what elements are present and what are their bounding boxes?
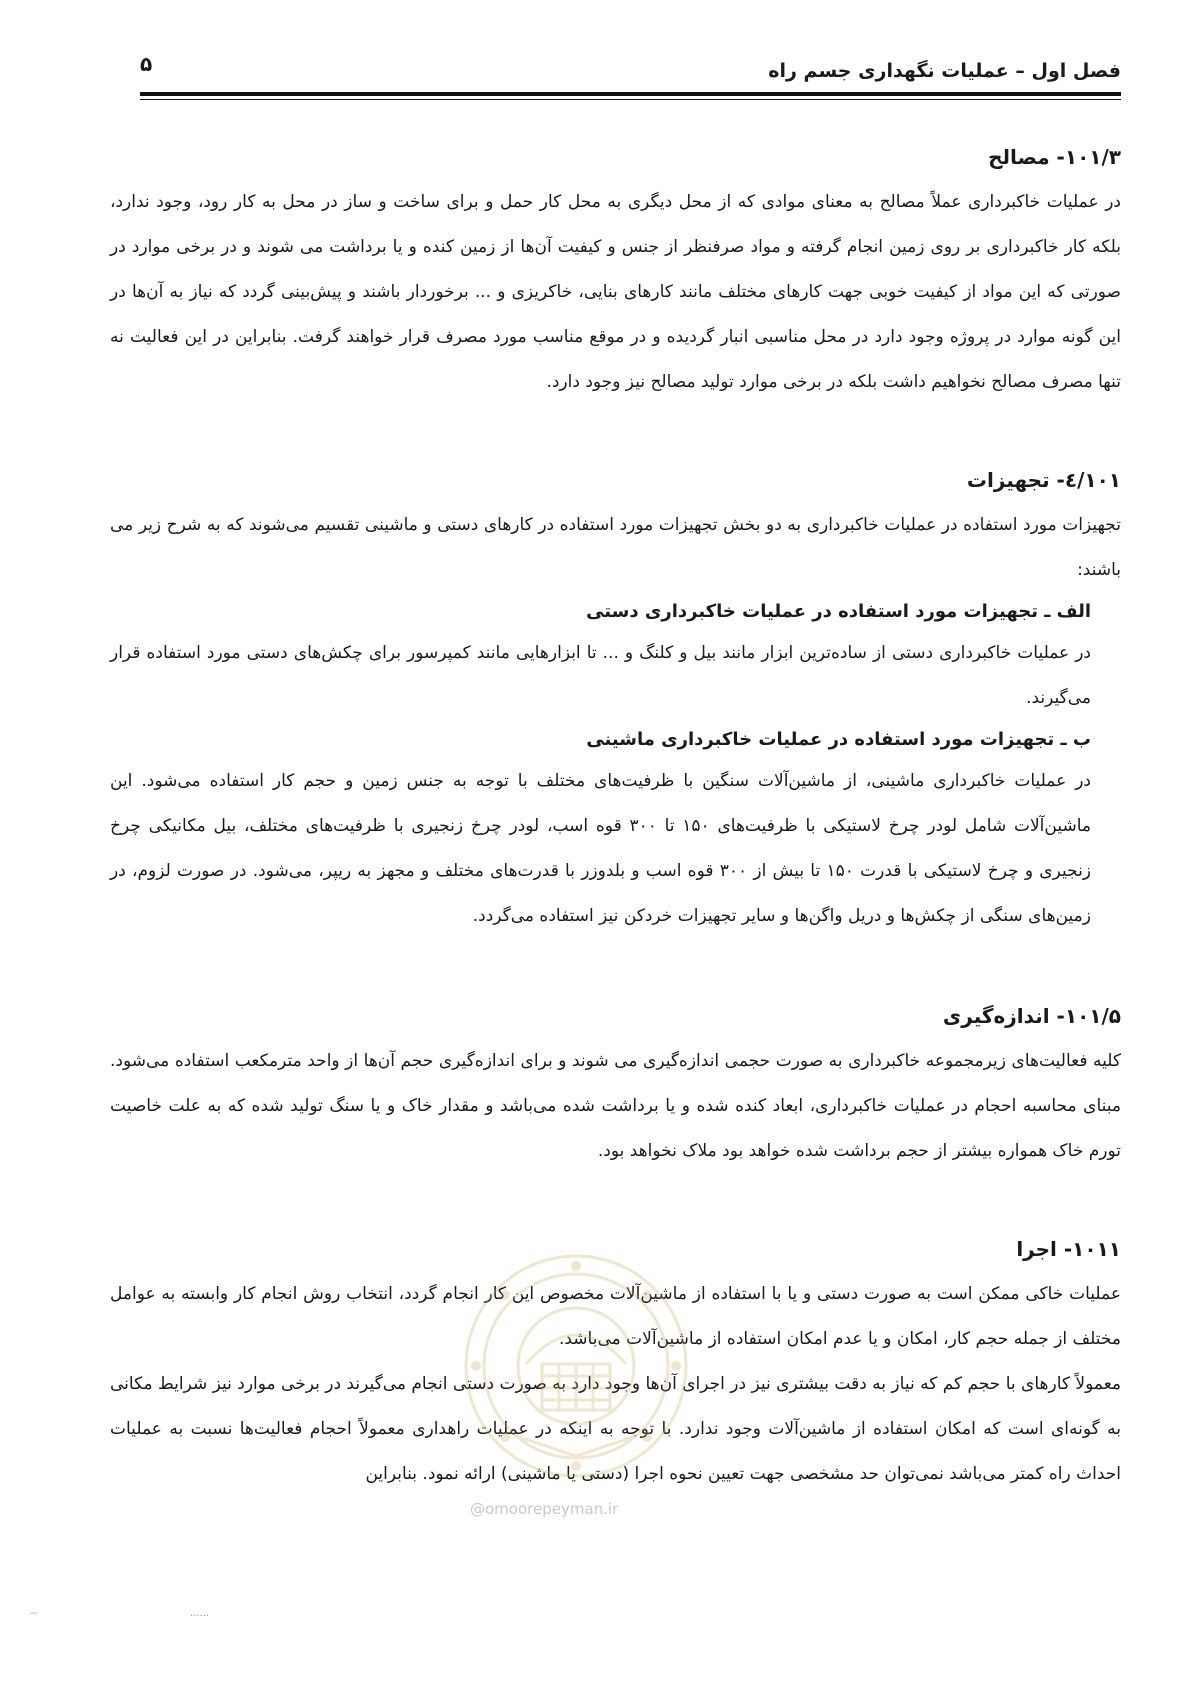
scan-artifact: -- <box>30 1608 38 1619</box>
watermark-seal-icon <box>456 1246 696 1486</box>
page-number: ۵ <box>140 52 153 76</box>
section-heading: ۱۰۱/٤- تجهیزات <box>966 468 1121 492</box>
watermark-url: @omoorepeyman.ir <box>470 1500 619 1518</box>
subsection-paragraph-machine: در عملیات خاکبرداری ماشینی، از ماشین‌آلات سنگین با ظرفیت‌های مختلف با توجه به جنس زمین و حجم کار استفاده می‌شود. این ماشین‌آلات شامل لودر چرخ لاستیکی با ظرفیت‌های ۱۵۰ تا ۳۰۰ قوه اسب، لودر چرخ زنجیری با ظرفیت‌های مختلف، بیل مکانیکی چرخ زنجیری و چرخ لاستیکی با قدرت ۱۵۰ تا بیش از ۳۰۰ قوه اسب و بلدوزر با قدرت‌های مختلف و مجهز به ریپر، می‌شود. در صورت لزوم، در زمین‌های سنگی از چکش‌ها و دریل واگن‌ها و سایر تجهیزات خردکن نیز استفاده می‌گردد. <box>110 771 1092 926</box>
header-rule-thick <box>140 92 1121 96</box>
subsection-heading-machine: ب ـ تجهیزات مورد استفاده در عملیات خاکبرداری ماشینی <box>586 729 1091 750</box>
header-rule-thin <box>140 99 1121 100</box>
subsection-heading-manual: الف ـ تجهیزات مورد استفاده در عملیات خاکبرداری دستی <box>586 601 1091 622</box>
section-paragraph-2: معمولاً کارهای با حجم کم که نیاز به دقت بیشتری نیز در اجرای آن‌ها وجود دارد به صورت دستی انجام می‌گیرند در برخی موارد نیز شرایط مکانی به گونه‌ای است که امکان استفاده از ماشین‌آلات وجود ندارد. با توجه به اینکه در عملیات راهداری معمولاً احجام فعالیت‌ها نسبت به عملیات احداث راه کمتر می‌باشد نمی‌توان حد مشخصی جهت تعیین نحوه اجرا (دستی یا ماشینی) ارائه نمود. بنابراین <box>110 1374 1121 1484</box>
subsection-paragraph-manual: در عملیات خاکبرداری دستی از ساده‌ترین ابزار مانند بیل و کلنگ و ... تا ابزارهایی مانند کمپرسور برای چکش‌های دستی مورد استفاده قرار می‌گیرند. <box>110 643 1091 708</box>
section-equipment <box>110 463 1121 939</box>
section-measurement <box>110 999 1121 1174</box>
section-heading: ۱۰۱/۳- مصالح <box>988 145 1121 169</box>
section-paragraph: در عملیات خاکبرداری عملاً مصالح به معنای موادی که از محل دیگری به محل کار حمل و برای ساخت و ساز در محل به کار رود، وجود ندارد، بلکه کار خاکبرداری بر روی زمین انجام گرفته و مواد صرفنظر از جنس و کیفیت آن‌ها از زمین کنده و یا برداشت می شوند و در برخی موارد در صورتی که این مواد از کیفیت خوبی جهت کارهای مختلف مانند کارهای بنایی، خاکریزی و ... برخوردار باشند و پیش‌بینی گردد که نیاز به آن‌ها در این گونه موارد در پروژه وجود دارد در محل مناسبی انبار گردیده و در موقع مناسب مورد مصرف قرار خواهند گرفت. بنابراین در این فعالیت نه تنها مصرف مصالح نخواهیم داشت بلکه در برخی موارد تولید مصالح نیز وجود دارد. <box>110 192 1121 392</box>
page-header <box>140 48 1121 98</box>
section-materials <box>110 140 1121 405</box>
section-paragraph-1: عملیات خاکی ممکن است به صورت دستی و یا با استفاده از ماشین‌آلات مخصوص این کار انجام گردد، انتخاب روش انجام کار وابسته به عوامل مختلف از جمله حجم کار، امکان و یا عدم امکان استفاده از ماشین‌آلات می‌باشد. <box>110 1284 1121 1349</box>
section-heading: ۱۰۱۱- اجرا <box>1016 1237 1121 1261</box>
chapter-title: فصل اول – عملیات نگهداری جسم راه <box>768 60 1121 82</box>
section-paragraph: کلیه فعالیت‌های زیرمجموعه خاکبرداری به صورت حجمی اندازه‌گیری می شوند و برای اندازه‌گیری حجم آن‌ها از واحد مترمکعب استفاده می‌شود. مبنای محاسبه احجام در عملیات خاکبرداری، ابعاد کنده شده و یا برداشت شده می‌باشد و مقدار خاک و یا سنگ تولید شده که به علت خاصیت تورم خاک همواره بیشتر از حجم برداشت شده خواهد بود ملاک نخواهد بود. <box>110 1051 1121 1161</box>
section-heading: ۱۰۱/۵- اندازه‌گیری <box>942 1004 1121 1028</box>
section-paragraph: تجهیزات مورد استفاده در عملیات خاکبرداری به دو بخش تجهیزات مورد استفاده در کارهای دستی و ماشینی تقسیم می‌شوند که به شرح زیر می باشند: <box>110 515 1121 580</box>
scan-artifact: ...... <box>190 1608 210 1619</box>
